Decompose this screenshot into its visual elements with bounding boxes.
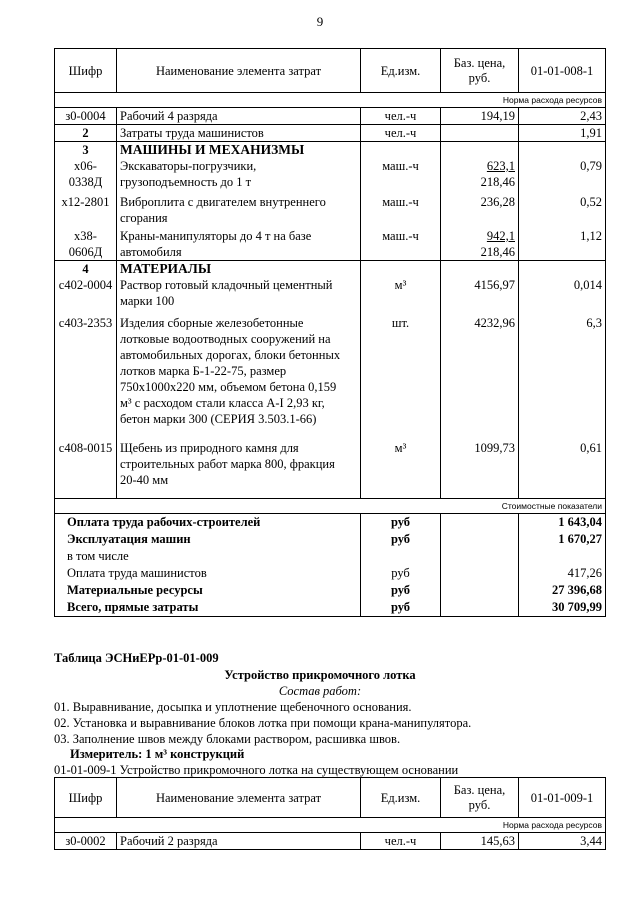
cost-label: Стоимостные показатели (55, 498, 606, 513)
table-caption: Таблица ЭСНиЕРр-01-01-009 (54, 651, 219, 665)
norm-label: Норма расхода ресурсов (55, 93, 606, 108)
meter: Измеритель: 1 м³ конструкций (70, 747, 245, 761)
work-step: 03. Заполнение швов между блоками раствором, расшивка швов. (54, 732, 401, 746)
cost-row: в том числе (55, 548, 606, 565)
work-step: 02. Установка и выравнивание блоков лотка при помощи крана-манипулятора. (54, 716, 472, 730)
col-price-header: Баз. цена, руб. (441, 49, 519, 93)
cost-row: Оплата труда машинистов руб 417,26 (55, 565, 606, 582)
table-row: 2 Затраты труда машинистов чел.-ч 1,91 (55, 125, 606, 142)
col-name-header: Наименование элемента затрат (117, 49, 361, 93)
table-row: х38-0606Д Краны-манипуляторы до 4 т на базе автомобиля маш.-ч 942,1 218,46 1,12 (55, 228, 606, 261)
resource-table-2: Шифр Наименование элемента затрат Ед.изм. Баз. цена, руб. 01-01-009-1 Норма расхода ресурсов з0-0002 Рабочий 2 разряда чел.-ч 145,63 3,44 (54, 777, 606, 850)
table-title: Устройство прикромочного лотка (224, 668, 416, 682)
resource-table-1 (54, 48, 606, 617)
page-number: 9 (316, 14, 324, 29)
section-materials: 4 МАТЕРИАЛЫ (55, 261, 606, 278)
cost-row: Оплата труда рабочих-строителей руб 1 643,04 (55, 513, 606, 531)
table-row: с408-0015 Щебень из природного камня для строительных работ марка 800, фракция 20-40 мм м³ 1099,73 0,61 (55, 440, 606, 498)
cost-row: Эксплуатация машин руб 1 670,27 (55, 531, 606, 548)
table-row: х12-2801 Виброплита с двигателем внутреннего сгорания маш.-ч 236,28 0,52 (55, 190, 606, 228)
cost-row: Материальные ресурсы руб 27 396,68 (55, 582, 606, 599)
col-code-header: Шифр (55, 49, 117, 93)
table-row: з0-0002 Рабочий 2 разряда чел.-ч 145,63 3,44 (55, 833, 606, 850)
cost-row: Всего, прямые затраты руб 30 709,99 (55, 599, 606, 617)
table-row: с402-0004 Раствор готовый кладочный цементный марки 100 м³ 4156,97 0,014 (55, 277, 606, 315)
table-subtitle: Состав работ: (278, 684, 362, 698)
item-title: 01-01-009-1 Устройство прикромочного лотка на существующем основании (54, 763, 459, 777)
col-unit-header: Ед.изм. (361, 49, 441, 93)
table-row: х06-0338Д Экскаваторы-погрузчики, грузоподъемность до 1 т маш.-ч 623,1 218,46 0,79 (55, 158, 606, 190)
table-row: с403-2353 Изделия сборные железобетонные лотковые водоотводных сооружений на автомобильных дорогах, блоки бетонных лотков марка Б-1-22-75, размер 750х1000х220 мм, объемом бетона 0,159 м³ с расходом стали класса А-I 2,93 кг, бетон марки 300 (СЕРИЯ 3.503.1-66) шт. 4232,96 6,3 (55, 315, 606, 440)
col-norm-header: 01-01-008-1 (519, 49, 606, 93)
work-step: 01. Выравнивание, досыпка и уплотнение щебеночного основания. (54, 700, 412, 714)
table-row: з0-0004 Рабочий 4 разряда чел.-ч 194,19 2,43 (55, 108, 606, 125)
section-machines: 3 МАШИНЫ И МЕХАНИЗМЫ (55, 142, 606, 159)
